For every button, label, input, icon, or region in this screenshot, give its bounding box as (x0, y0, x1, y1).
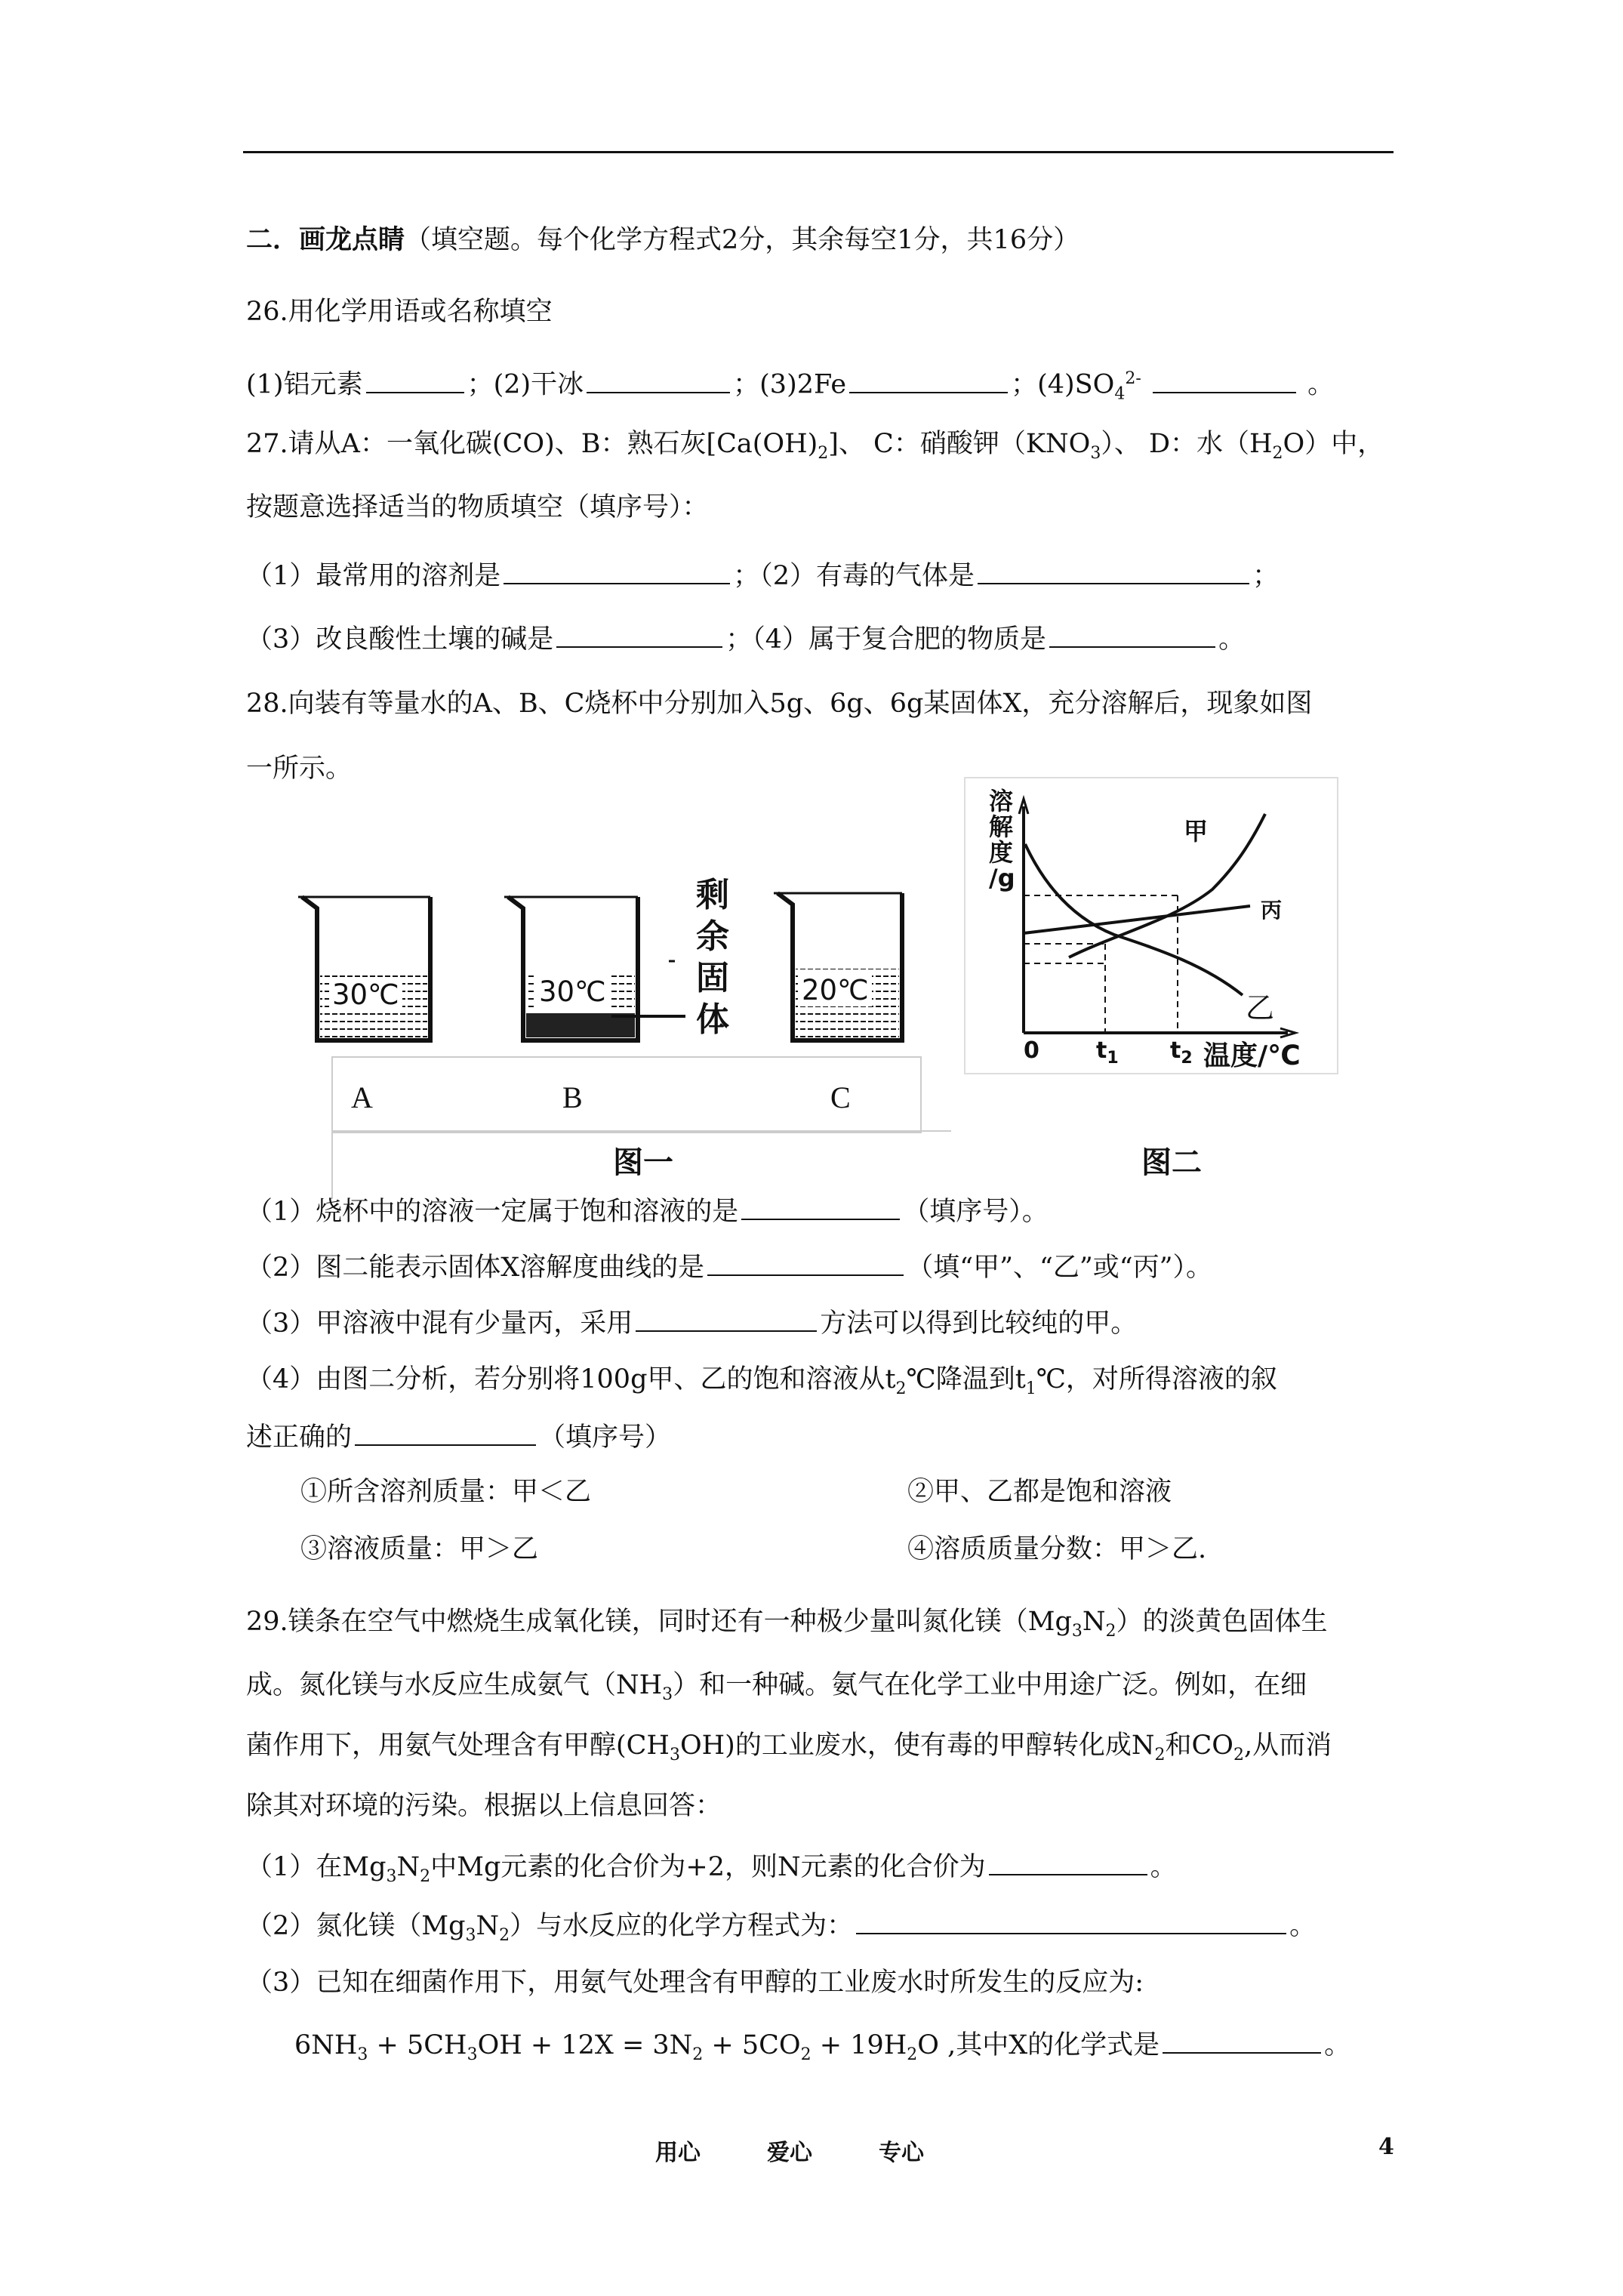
q29-sub2: （2）氮化镁$(Mg_3N_2)$与水反应的化学方程式为： 。 (246, 1907, 1316, 1952)
q27-line1: 27.请从A：一氧化碳(CO)、B：熟石灰$[Ca(OH)_2]$、 C：硝酸钾$(KNO_3)$、 D：水$(H_2O)$中， (246, 429, 1384, 463)
answer-blank[interactable] (707, 1249, 904, 1276)
beaker-a (298, 897, 430, 1040)
footer-yongxin: 用心 (655, 2140, 701, 2166)
q29-line3: 菌作用下，用氨气处理含有甲醇$(CH_3OH)$的工业废水，使有毒的甲醇转化成$N_2$和$CO_2$,从而消 (246, 1730, 1332, 1764)
answer-blank[interactable] (636, 1305, 817, 1332)
answer-blank[interactable] (849, 366, 1008, 393)
q28-line2: 一所示。 (246, 754, 353, 784)
q28-sub4: （4）由图二分析，若分别将100g甲、乙的饱和溶液从$t_2℃$降温到$t_1℃$，对所得溶液的叙 (246, 1364, 1277, 1398)
curve-label-bing: 丙 (1261, 898, 1283, 923)
header-rule (243, 151, 1394, 153)
q26-items: (1)铝元素 ；(2)干冰 ；(3)2Fe ；$(4)SO_4^{2-}$ 。 (246, 362, 1334, 411)
answer-blank[interactable] (1153, 366, 1296, 393)
label-c: C (830, 1080, 851, 1114)
curve-jia (1069, 814, 1265, 957)
q28-sub3: （3）甲溶液中混有少量丙，采用 方法可以得到比较纯的甲。 (246, 1305, 1137, 1340)
option-1: ①所含溶剂质量：甲＜乙 (300, 1477, 592, 1507)
q29-line4: 除其对环境的污染。根据以上信息回答： (246, 1791, 722, 1821)
solubility-chart (963, 776, 1341, 1078)
footer-zhuanxin: 专心 (879, 2140, 924, 2166)
beaker-c (774, 893, 902, 1040)
answer-blank[interactable] (556, 621, 722, 648)
label-b: B (562, 1080, 583, 1114)
q28-line1: 28.向装有等量水的A、B、C烧杯中分别加入5g、6g、6g某固体X，充分溶解后，现象如图 (246, 689, 1313, 719)
answer-blank[interactable] (366, 366, 464, 393)
answer-blank[interactable] (587, 366, 730, 393)
section-heading: 二．画龙点睛（填空题。每个化学方程式2分，其余每空1分，共16分） (246, 224, 1080, 255)
chart-ylabel: 溶 解 度 /g (989, 787, 1015, 892)
q29-line2: 成。氮化镁与水反应生成氨气$(NH_3)$和一种碱。氨气在化学工业中用途广泛。例如，在细 (246, 1670, 1307, 1704)
curve-label-jia: 甲 (1184, 817, 1209, 846)
beaker-c-temp: 20℃ (799, 974, 872, 1006)
answer-blank[interactable] (1049, 621, 1215, 648)
q28-sub4-cont: 述正确的 （填序号） (246, 1419, 671, 1454)
q27-row2: （3）改良酸性土壤的碱是 ；（4）属于复合肥的物质是 。 (246, 621, 1245, 656)
figure2-caption: 图二 (1141, 1145, 1202, 1179)
residue-label: 剩 余 固 体 (696, 876, 729, 1039)
option-4: ④溶质质量分数：甲＞乙. (907, 1534, 1207, 1564)
beaker-b-temp: 30℃ (536, 975, 609, 1008)
answer-blank[interactable] (989, 1848, 1147, 1875)
q29-line1: 29.镁条在空气中燃烧生成氧化镁，同时还有一种极少量叫氮化镁$(Mg_3N_2)$的淡黄色固体生 (246, 1607, 1328, 1641)
answer-blank[interactable] (355, 1419, 536, 1446)
q26-stem: 26.用化学用语或名称填空 (246, 297, 553, 327)
answer-blank[interactable] (504, 557, 730, 584)
answer-blank[interactable] (978, 557, 1249, 584)
q28-sub1: （1）烧杯中的溶液一定属于饱和溶液的是 （填序号）。 (246, 1193, 1049, 1228)
answer-blank[interactable] (741, 1193, 900, 1220)
q29-sub3: （3）已知在细菌作用下，用氨气处理含有甲醇的工业废水时所发生的反应为: (246, 1968, 1144, 1998)
q27-row1: （1）最常用的溶剂是 ；（2）有毒的气体是 ； (246, 557, 1279, 593)
tick-t2: $t_2$ (1170, 1037, 1193, 1068)
option-2: ②甲、乙都是饱和溶液 (907, 1477, 1172, 1507)
chart-xlabel: 温度/℃ (1203, 1040, 1301, 1071)
figure1-caption: 图一 (613, 1145, 673, 1179)
answer-blank[interactable] (1163, 2026, 1321, 2054)
label-a: A (351, 1080, 373, 1114)
q29-equation: $6NH_3 + 5CH_3OH + 12X = 3N_2 + 5CO_2 + 19H_2O$ ,其中X的化学式是 。 (294, 2026, 1350, 2072)
page-number: 4 (1378, 2134, 1394, 2160)
footer-aixin: 爱心 (767, 2140, 812, 2166)
curve-label-yi: 乙 (1246, 991, 1275, 1025)
q29-sub1: （1）在$Mg_3N_2$中Mg元素的化合价为+2，则N元素的化合价为 。 (246, 1848, 1177, 1894)
axis-origin: 0 (1024, 1037, 1039, 1064)
q28-sub2: （2）图二能表示固体X溶解度曲线的是 （填“甲”、“乙”或“丙”）。 (246, 1249, 1212, 1284)
q27-line2: 按题意选择适当的物质填空（填序号）： (246, 492, 709, 522)
beaker-a-temp: 30℃ (329, 978, 402, 1011)
beaker-b (504, 897, 685, 1040)
option-3: ③溶液质量：甲＞乙 (300, 1534, 539, 1564)
tick-t1: $t_1$ (1096, 1037, 1119, 1068)
answer-blank[interactable] (856, 1907, 1286, 1934)
